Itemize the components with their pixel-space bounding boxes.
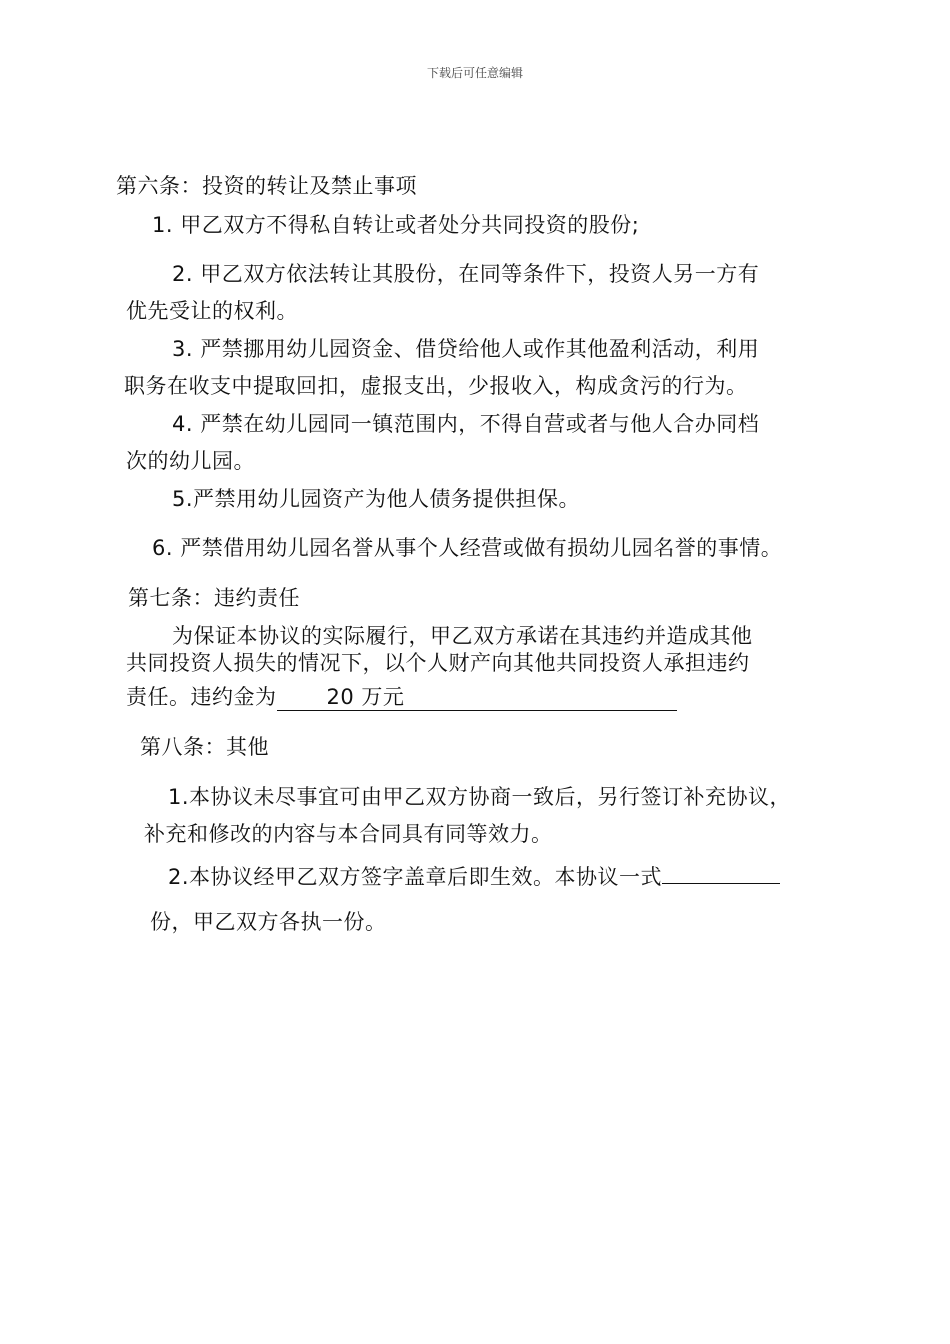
article-8-title: 第八条：其他 [140,735,269,759]
penalty-amount-blank [277,684,677,711]
article-6-title: 第六条：投资的转让及禁止事项 [116,174,417,198]
article-8-item-2-line-2: 份，甲乙双方各执一份。 [150,910,387,934]
article-8-item-1-line-1: 1.本协议未尽事宜可由甲乙双方协商一致后，另行签订补充协议， [168,785,792,809]
article-7-paragraph-line-3 [126,682,677,712]
article-8-item-1-line-2: 补充和修改的内容与本合同具有同等效力。 [144,822,553,846]
article-6-item-3-line-1: 3. 严禁挪用幼儿园资金、借贷给他人或作其他盈利活动，利用 [172,337,760,361]
penalty-amount: 20 万元 [326,685,405,709]
article-6-item-4-line-1: 4. 严禁在幼儿园同一镇范围内，不得自营或者与他人合办同档 [172,412,760,436]
article-6-item-1: 1. 甲乙双方不得私自转让或者处分共同投资的股份; [152,213,640,237]
penalty-label: 责任。违约金为 [126,685,277,709]
page-header: 下载后可任意编辑 [426,66,523,80]
article-6-item-6: 6. 严禁借用幼儿园名誉从事个人经营或做有损幼儿园名誉的事情。 [152,536,783,560]
article-7-title: 第七条：违约责任 [128,586,300,610]
copies-label: 2.本协议经甲乙双方签字盖章后即生效。本协议一式 [168,865,663,889]
article-6-item-5: 5.严禁用幼儿园资产为他人债务提供担保。 [172,487,581,511]
article-6-item-4-line-2: 次的幼儿园。 [126,449,255,473]
article-6-item-2-line-2: 优先受让的权利。 [126,299,298,323]
copies-count-blank [662,857,780,884]
article-6-item-3-line-2: 职务在收支中提取回扣，虚报支出，少报收入，构成贪污的行为。 [124,374,748,398]
article-6-item-2-line-1: 2. 甲乙双方依法转让其股份，在同等条件下，投资人另一方有 [172,262,760,286]
article-8-item-2-line-1 [168,857,780,892]
article-7-paragraph-line-1: 为保证本协议的实际履行，甲乙双方承诺在其违约并造成其他 [172,624,753,648]
article-7-paragraph-line-2: 共同投资人损失的情况下，以个人财产向其他共同投资人承担违约 [126,651,750,675]
